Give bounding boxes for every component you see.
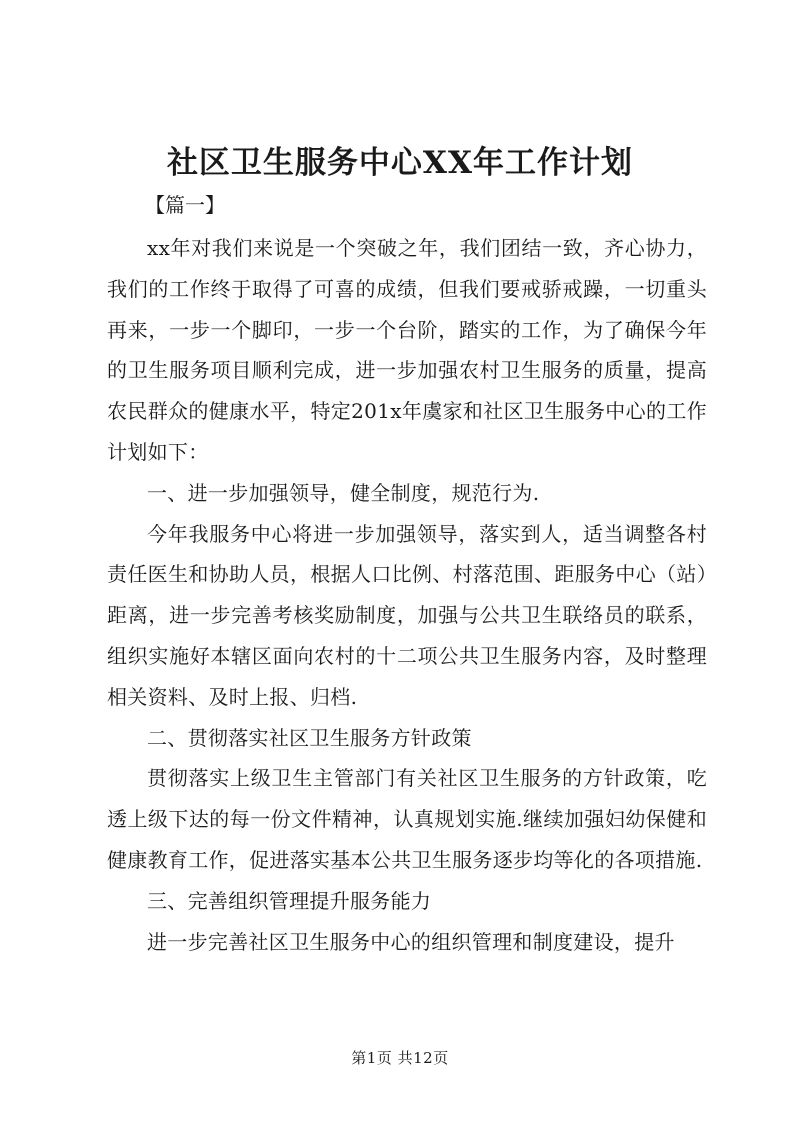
paragraph-section-1: 今年我服务中心将进一步加强领导，落实到人，适当调整各村责任医生和协助人员，根据人口比例、村落范围、距服务中心（站）距离，进一步完善考核奖励制度，加强与公共卫生联络员的联系，组织实施好本辖区面向农村的十二项公共卫生服务内容，及时整理相关资料、及时上报、归档.: [107, 521, 707, 709]
paragraph-section-3: 进一步完善社区卫生服务中心的组织管理和制度建设，提升: [147, 929, 675, 954]
heading-section-1: 一、进一步加强领导，健全制度，规范行为.: [147, 480, 540, 505]
paragraph-section-2: 贯彻落实上级卫生主管部门有关社区卫生服务的方针政策，吃透上级下达的每一份文件精神，认真规划实施.继续加强妇幼保健和健康教育工作，促进落实基本公共卫生服务逐步均等化的各项措施.: [107, 766, 707, 872]
heading-section-2: 二、贯彻落实社区卫生服务方针政策: [147, 725, 472, 750]
page-title: 社区卫生服务中心XX年工作计划: [166, 145, 634, 181]
section-tag: 【篇一】: [145, 193, 225, 217]
paragraph-intro: xx年对我们来说是一个突破之年，我们团结一致，齐心协力，我们的工作终于取得了可喜的成绩，但我们要戒骄戒躁，一切重头再来，一步一个脚印，一步一个台阶，踏实的工作，为了确保今年的卫生服务项目顺利完成，进一步加强农村卫生服务的质量，提高农民群众的健康水平，特定201x年虞家和社区卫生服务中心的工作计划如下：: [107, 236, 707, 464]
document-body: [107, 228, 707, 962]
page-number-footer: 第1页 共12页: [351, 1049, 449, 1067]
heading-section-3: 三、完善组织管理提升服务能力: [147, 888, 432, 913]
